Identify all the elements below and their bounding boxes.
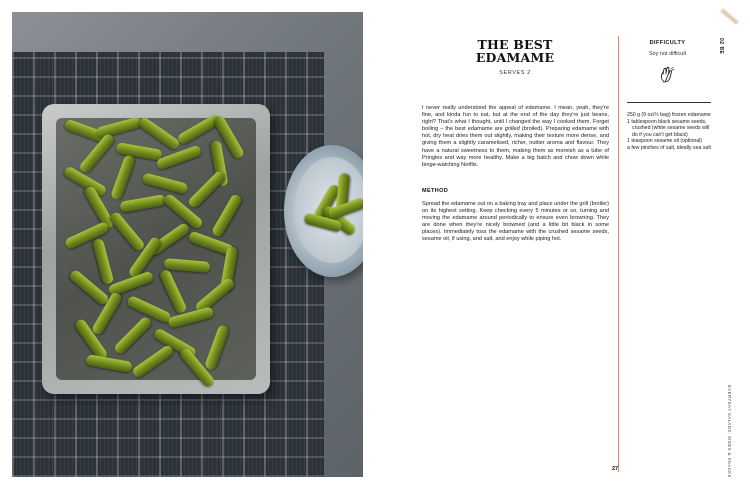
edamame-pod [156, 144, 203, 170]
ingredient-item: 250 g (9 oz/½ bag) frozen edamame [627, 112, 711, 118]
edamame-pod [187, 169, 227, 209]
edamame-pod [204, 324, 230, 371]
edamame-pod [108, 210, 146, 252]
title-line-2: EDAMAME [475, 50, 555, 65]
ingredients-list [627, 112, 715, 152]
edamame-pod [95, 116, 142, 139]
edamame-pod [158, 268, 187, 314]
edamame-pod [141, 172, 188, 195]
title-line-1: THE BEST [477, 37, 553, 52]
method-paragraph: Spread the edamame out on a baking tray and place under the grill (broiler) on its highest setting. Keep checking every 5 minutes or so, turning and moving the edamame around periodically to ensure even browning. They are done when they're nicely browned (and a little bit black in some places). Immediately toss the edamame with the crushed sesame seeds, sesame oil, if using, and salt, and enjoy while piping hot. [422, 201, 609, 243]
hand-gesture-icon [659, 66, 675, 84]
column-divider [618, 36, 619, 472]
edamame-pod [164, 258, 211, 273]
ingredient-item: 1 teaspoon sesame oil (optional) [627, 138, 702, 145]
ingredient-item: 1 tablespoon black sesame seeds, crushed (white sesame seeds will do if you can't get black) [627, 118, 710, 138]
edamame-pod [85, 354, 132, 373]
page-number: 27 [612, 466, 619, 472]
difficulty-heading: DIFFICULTY [649, 40, 686, 46]
recipe-title [465, 38, 565, 64]
intro-paragraph: I never really understood the appeal of edamame. I mean, yeah, they're fine, and kinda fun to eat, but at the end of the day they're just beans, right? That's what I thought, until I changed the way I cooked them. Forget boiling – the best edamame are grilled (broiled). Preparing edamame with hot, dry heat dries them out slightly, making their texture more dense, and giving them a slightly caramelised, richer, nuttier aroma and flavour. They have a natural sweetness to them, making them as moreish as a tube of Pringles and way more healthy. Make a big batch and chow down while binge-watching Netflix. [422, 105, 609, 168]
chapter-tab: 02 BE [718, 38, 724, 55]
running-footer: EVERYDAY SALADS, SIDES & SNACKS [727, 385, 732, 478]
edamame-pod [115, 142, 162, 161]
baking-tray [42, 104, 270, 394]
method-heading: METHOD [422, 188, 449, 194]
ingredient-item: a few pinches of salt, ideally sea salt [627, 144, 711, 151]
bowl-interior [294, 157, 363, 263]
tray-interior [56, 118, 256, 380]
edamame-pod [92, 238, 115, 285]
edamame-pod [211, 193, 244, 238]
edamame-pod [113, 315, 153, 355]
edamame-pod [131, 344, 175, 379]
difficulty-value: Soy not difficult [648, 51, 687, 57]
recipe-photo [12, 12, 363, 477]
page-corner-icon [719, 8, 741, 26]
edamame-pod [110, 154, 136, 201]
ingredients-rule [627, 102, 711, 103]
serves-label: SERVES 2 [499, 70, 531, 76]
edamame-pod [119, 194, 166, 213]
